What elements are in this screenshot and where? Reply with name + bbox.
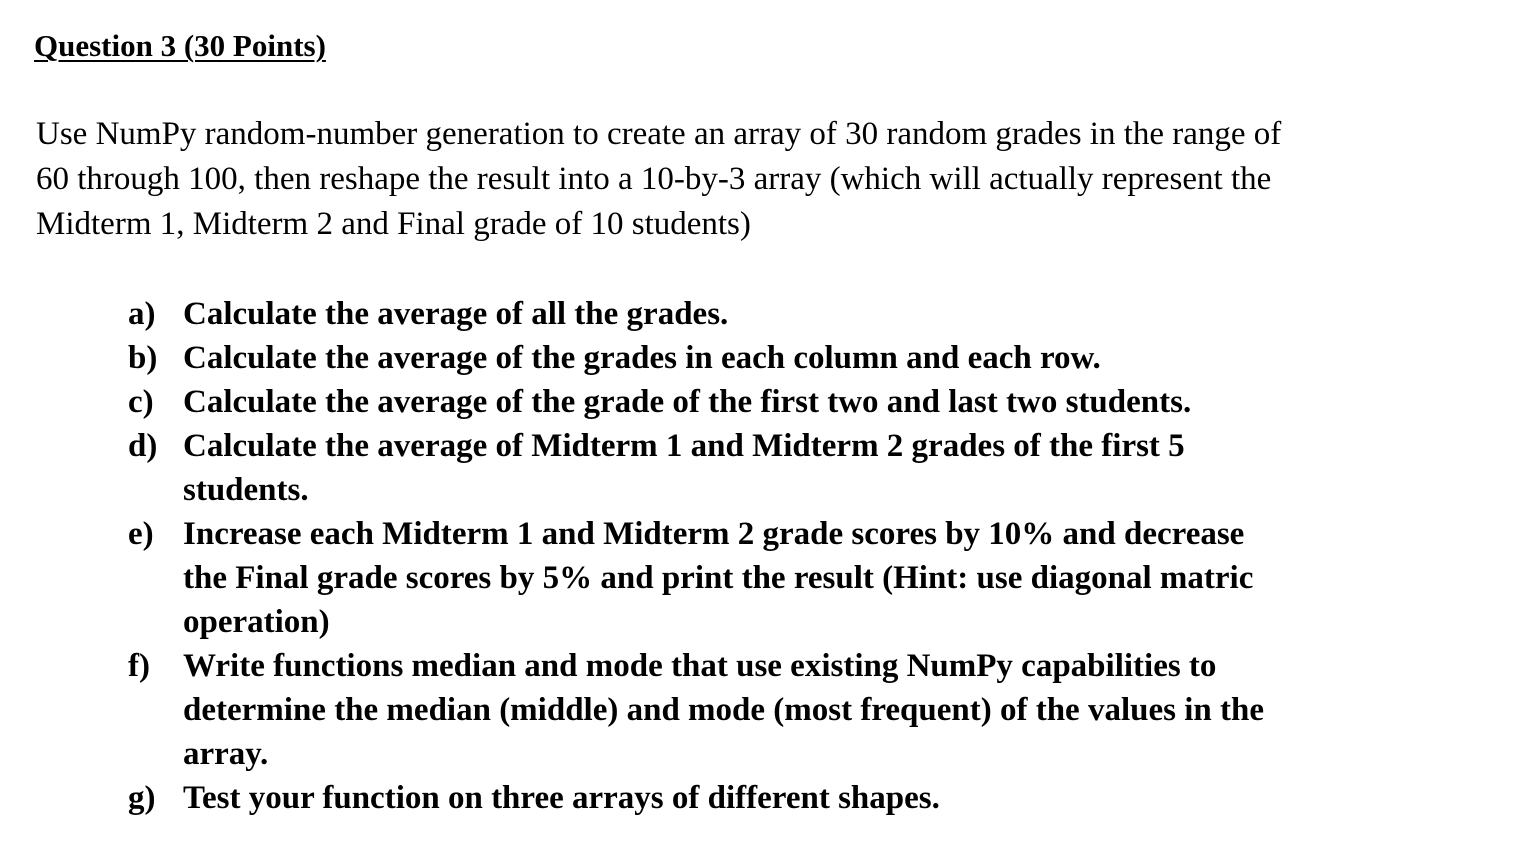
task-line: Test your function on three arrays of different shapes. (183, 780, 940, 816)
task-line: array. (183, 736, 269, 772)
task-line: Write functions median and mode that use existing NumPy capabilities to (183, 648, 1217, 684)
task-marker: e) (128, 516, 154, 552)
task-line: Calculate the average of Midterm 1 and Midterm 2 grades of the first 5 (183, 428, 1185, 464)
task-text (183, 424, 1483, 512)
task-marker: b) (128, 340, 158, 376)
task-text (183, 336, 1483, 380)
task-marker: d) (128, 428, 158, 464)
task-line: Increase each Midterm 1 and Midterm 2 grade scores by 10% and decrease (183, 516, 1245, 552)
task-text (183, 644, 1483, 776)
task-marker: c) (128, 384, 154, 420)
intro-line: 60 through 100, then reshape the result into a 10-by-3 array (which will actually represent the (36, 161, 1272, 197)
task-line: operation) (183, 604, 330, 640)
task-marker: g) (128, 780, 156, 816)
task-line: the Final grade scores by 5% and print the result (Hint: use diagonal matric (183, 560, 1254, 596)
task-line: determine the median (middle) and mode (most frequent) of the values in the (183, 692, 1264, 728)
intro-line: Midterm 1, Midterm 2 and Final grade of 10 students) (36, 206, 751, 242)
task-line: Calculate the average of the grades in each column and each row. (183, 340, 1101, 376)
task-text (183, 512, 1483, 644)
task-text (183, 776, 1483, 820)
task-marker: f) (128, 648, 150, 684)
task-line: Calculate the average of all the grades. (183, 296, 729, 332)
task-text (183, 380, 1483, 424)
task-marker: a) (128, 296, 156, 332)
task-text (183, 292, 1483, 336)
task-line: Calculate the average of the grade of the first two and last two students. (183, 384, 1192, 420)
intro-line: Use NumPy random-number generation to create an array of 30 random grades in the range of (36, 116, 1282, 152)
question-intro (36, 112, 1476, 247)
task-line: students. (183, 472, 309, 508)
question-title: Question 3 (30 Points) (34, 28, 326, 63)
